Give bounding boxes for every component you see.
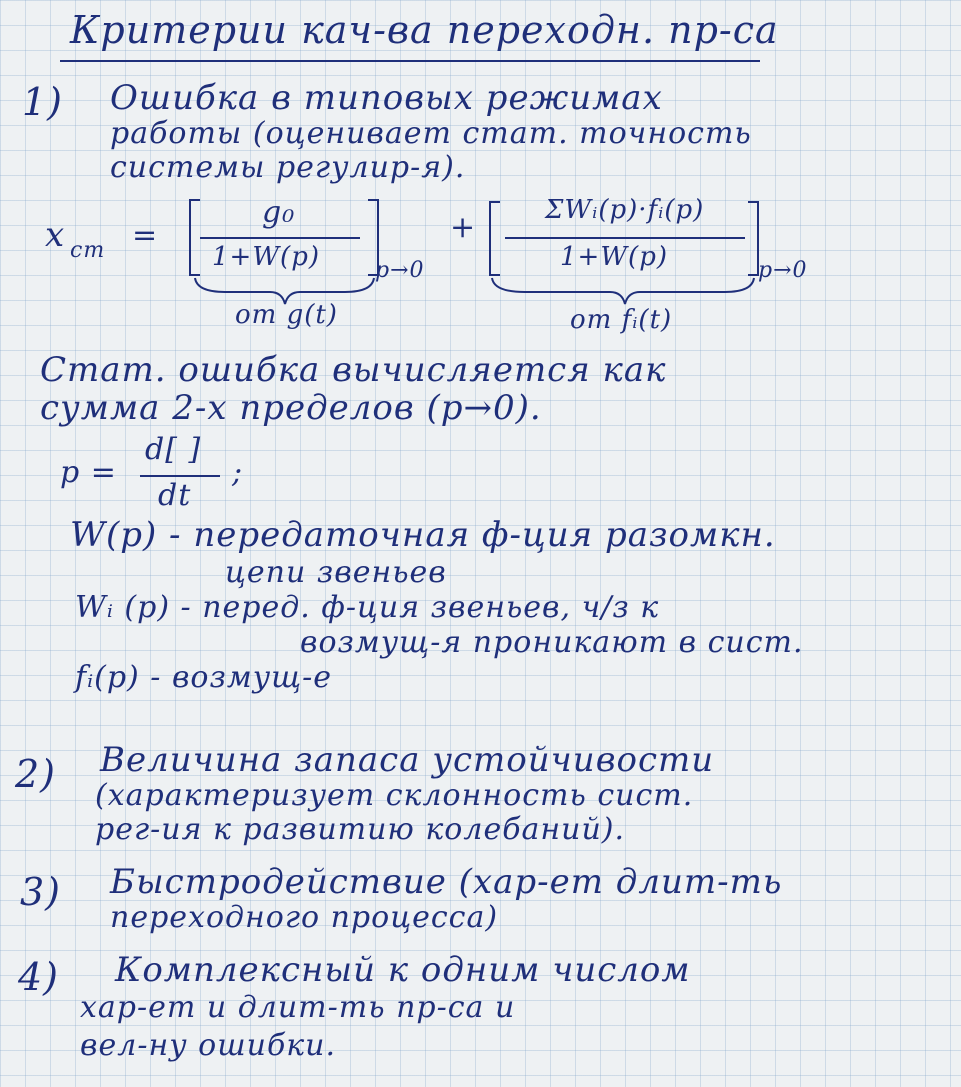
def-wi-line1: Wᵢ (p) - перед. ф-ция звеньев, ч/з к: [75, 590, 660, 625]
item2-line3: рег-ия к развитию колебаний).: [95, 812, 626, 847]
p-def-fraction-bar: [140, 475, 220, 477]
formula-lhs-sub: ст: [70, 238, 106, 263]
term2-fraction-bar: [505, 237, 745, 239]
formula-plus: +: [450, 210, 477, 245]
item4-line2: хар-ет и длит-ть пр-са и: [80, 990, 516, 1025]
term2-denominator: 1+W(p): [560, 242, 668, 272]
term2-limit: p→0: [758, 258, 808, 283]
title-underline: [60, 60, 760, 62]
item4-line3: вел-ну ошибки.: [80, 1028, 337, 1063]
brace1-label: от g(t): [235, 300, 338, 330]
p-def-numerator: d[ ]: [145, 432, 202, 467]
stat-error-line1: Стат. ошибка вычисляется как: [40, 350, 667, 390]
item3-line2: переходного процесса): [110, 900, 499, 935]
item3-number: 3): [20, 870, 62, 914]
def-w-line2: цепи звеньев: [225, 555, 447, 590]
term2-numerator: ΣWᵢ(p)·fᵢ(p): [545, 195, 705, 225]
item4-line1: Комплексный к одним числом: [115, 950, 691, 990]
item2-line2: (характеризует склонность сист.: [95, 778, 694, 813]
item1-line3: системы регулир-я).: [110, 150, 466, 185]
term1-fraction-bar: [200, 237, 360, 239]
brace2-label: от fᵢ(t): [570, 305, 673, 335]
def-fi-line: fᵢ(p) - возмущ-е: [75, 660, 333, 695]
item1-line1: Ошибка в типовых режимах: [110, 78, 663, 118]
formula-lhs: x: [45, 215, 66, 255]
def-w-line1: W(p) - передаточная ф-ция разомкн.: [70, 515, 776, 555]
term1-limit: p→0: [375, 258, 425, 283]
item1-number: 1): [22, 80, 64, 124]
item4-number: 4): [18, 955, 60, 999]
p-def-denominator: dt: [158, 478, 192, 513]
p-def-lhs: p =: [60, 455, 117, 490]
item1-line2: работы (оценивает стат. точность: [110, 116, 752, 151]
page-title: Критерии кач-ва переходн. пр-са: [70, 8, 779, 52]
p-def-semicolon: ;: [232, 455, 244, 490]
stat-error-line2: сумма 2-х пределов (p→0).: [40, 388, 542, 428]
term1-numerator: g₀: [262, 195, 296, 230]
formula-brackets: [0, 180, 961, 340]
def-wi-line2: возмущ-я проникают в сист.: [300, 625, 804, 660]
item2-line1: Величина запаса устойчивости: [100, 740, 715, 780]
item2-number: 2): [15, 752, 57, 796]
term1-denominator: 1+W(p): [212, 242, 320, 272]
item3-line1: Быстродействие (хар-ет длит-ть: [110, 862, 783, 902]
formula-equals: =: [132, 218, 159, 253]
